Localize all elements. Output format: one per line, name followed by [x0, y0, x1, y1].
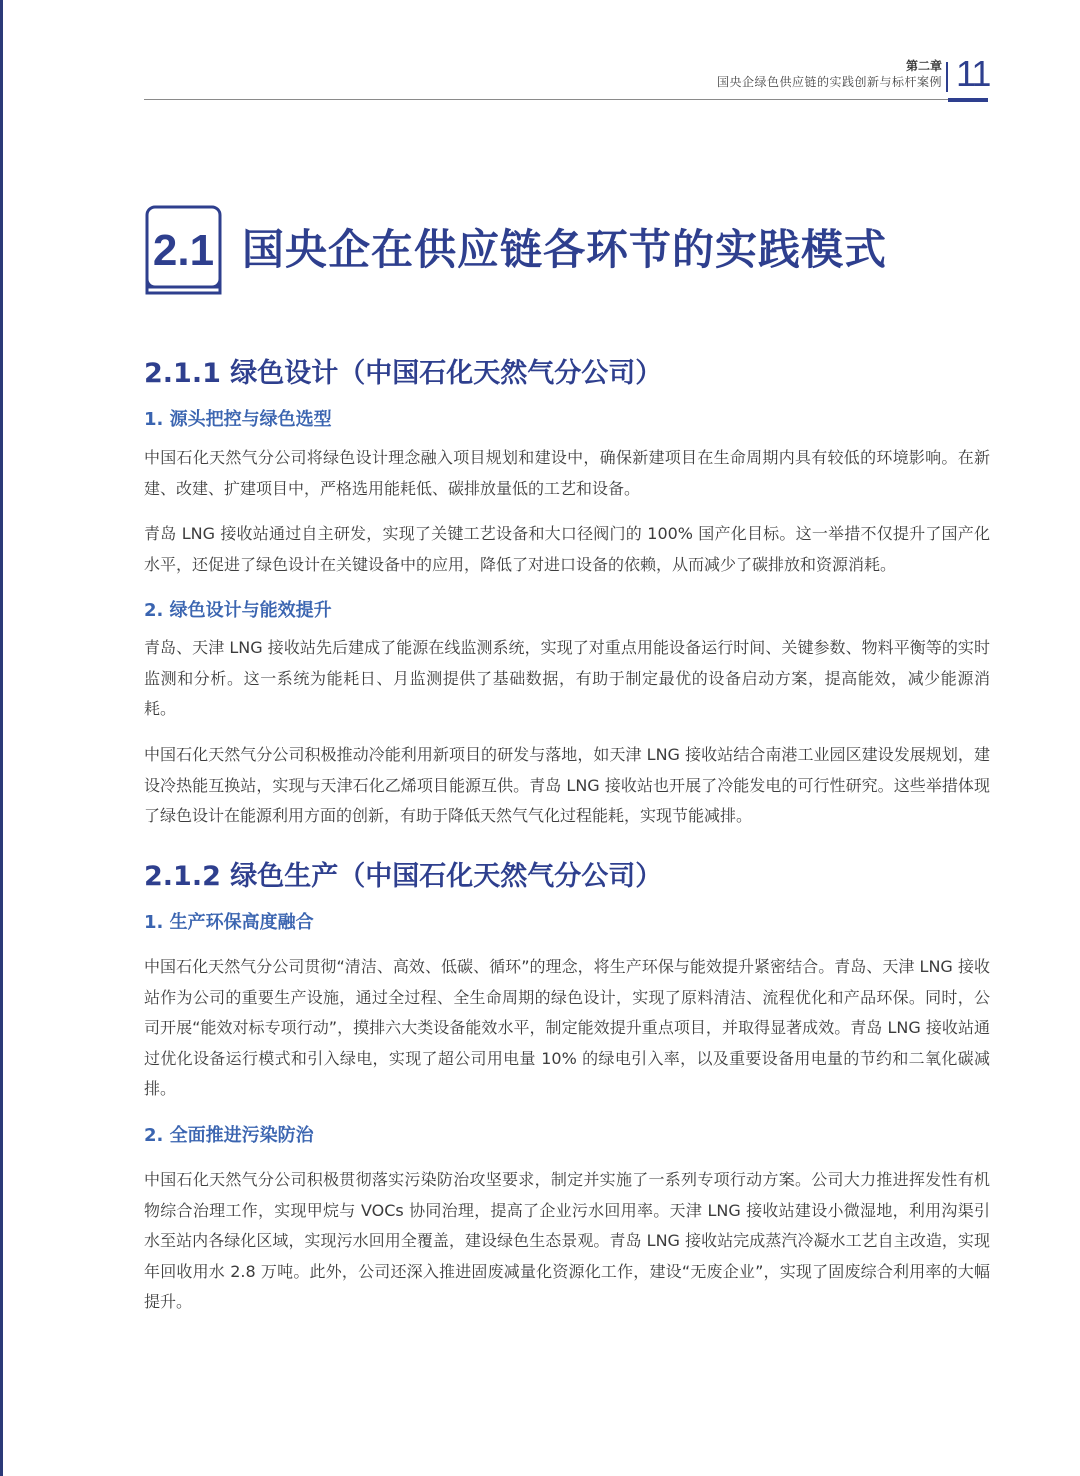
section-number: 2.1: [152, 226, 215, 275]
running-header: [717, 58, 942, 91]
page-edge-rule: [0, 0, 3, 1476]
chapter-subtitle: 国央企绿色供应链的实践创新与标杆案例: [716, 75, 942, 89]
header-rule: [144, 99, 948, 100]
header-divider: [946, 62, 948, 92]
paragraph: 青岛 LNG 接收站通过自主研发，实现了关键工艺设备和大口径阀门的 100% 国产化目标。这一举措不仅提升了国产化水平，还促进了绿色设计在关键设备中的应用，降低了对进口设备的依赖，从而减少了碳排放和资源消耗。: [144, 524, 990, 574]
paragraph: 中国石化天然气分公司积极推动冷能利用新项目的研发与落地，如天津 LNG 接收站结合南港工业园区建设发展规划，建设冷热能互换站，实现与天津石化乙烯项目能源互供。青岛 LNG 接收站也开展了冷能发电的可行性研究。这些举措体现了绿色设计在能源利用方面的创新，有助于降低天然气气化过程能耗，实现节能减排。: [144, 745, 990, 825]
chapter-label: 第二章: [905, 59, 942, 73]
paragraph: 青岛、天津 LNG 接收站先后建成了能源在线监测系统，实现了对重点用能设备运行时间、关键参数、物料平衡等的实时监测和分析。这一系统为能耗日、月监测提供了基础数据，有助于制定最优的设备启动方案，提高能效，减少能源消耗。: [144, 638, 990, 718]
topic-heading: 2. 绿色设计与能效提升: [144, 600, 332, 621]
paragraph: 中国石化天然气分公司贯彻“清洁、高效、低碳、循环”的理念，将生产环保与能效提升紧密结合。青岛、天津 LNG 接收站作为公司的重要生产设施，通过全过程、全生命周期的绿色设计，实现了原料清洁、流程优化和产品环保。同时，公司开展“能效对标专项行动”，摸排六大类设备能效水平，制定能效提升重点项目，并取得显著成效。青岛 LNG 接收站通过优化设备运行模式和引入绿电，实现了超公司用电量 10% 的绿电引入率，以及重要设备用电量的节约和二氧化碳减排。: [144, 957, 990, 1098]
topic-heading: 1. 源头把控与绿色选型: [144, 409, 332, 430]
subsection-heading-2-1-2: 2.1.2 绿色生产（中国石化天然气分公司）: [144, 861, 663, 892]
subsection-heading-2-1-1: 2.1.1 绿色设计（中国石化天然气分公司）: [144, 358, 663, 389]
paragraph: 中国石化天然气分公司积极贯彻落实污染防治攻坚要求，制定并实施了一系列专项行动方案。公司大力推进挥发性有机物综合治理工作，实现甲烷与 VOCs 协同治理，提高了企业污水回用率。天津 LNG 接收站建设小微湿地，利用沟渠引水至站内各绿化区域，实现污水回用全覆盖，建设绿色生态景观。青岛 LNG 接收站完成蒸汽冷凝水工艺自主改造，实现年回收用水 2.8 万吨。此外，公司还深入推进固废减量化资源化工作，建设“无废企业”，实现了固废综合利用率的大幅提升。: [144, 1170, 990, 1311]
header-rule-accent: [948, 98, 988, 102]
topic-heading: 2. 全面推进污染防治: [144, 1125, 314, 1146]
section-title: 国央企在供应链各环节的实践模式: [242, 225, 888, 274]
paragraph: 中国石化天然气分公司将绿色设计理念融入项目规划和建设中，确保新建项目在生命周期内具有较低的环境影响。在新建、改建、扩建项目中，严格选用能耗低、碳排放量低的工艺和设备。: [144, 448, 990, 498]
page-number: 11: [956, 53, 990, 94]
topic-heading: 1. 生产环保高度融合: [144, 912, 314, 933]
section-number-badge: [145, 205, 222, 297]
